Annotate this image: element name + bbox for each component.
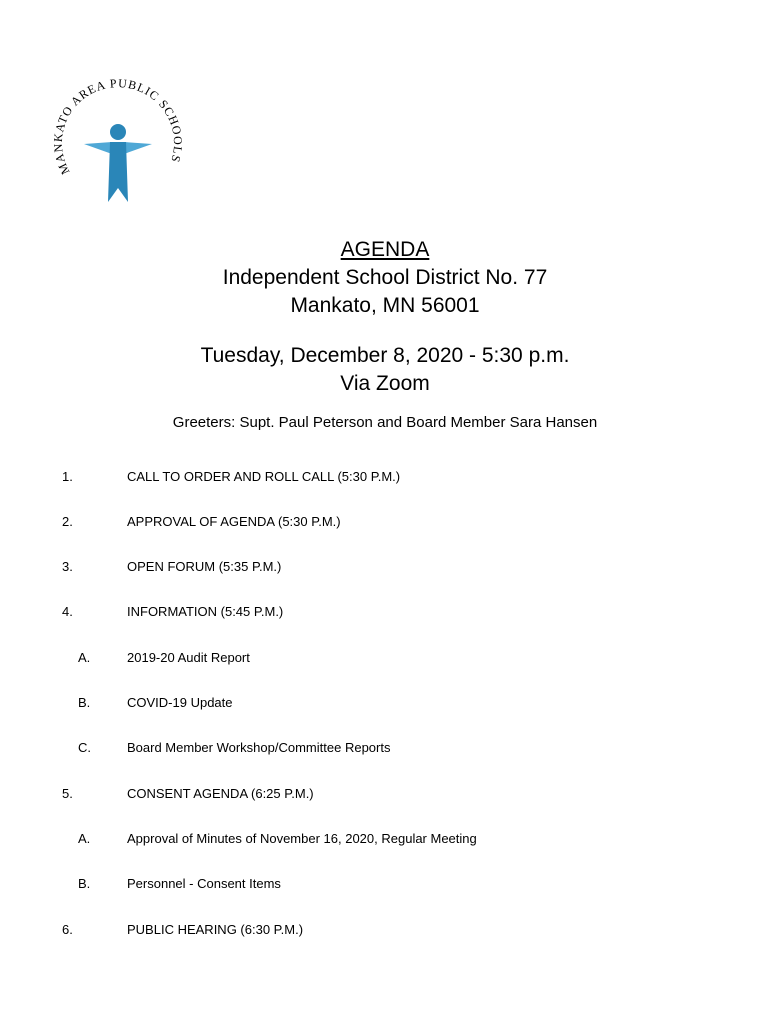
subitem-letter: A. xyxy=(78,831,91,846)
item-number: 3. xyxy=(62,559,73,574)
logo-head xyxy=(110,124,126,140)
district-name: Independent School District No. 77 xyxy=(222,266,548,289)
subitem-text: Approval of Minutes of November 16, 2020, Regular Meeting xyxy=(127,831,477,846)
item-text: OPEN FORUM (5:35 P.M.) xyxy=(127,559,282,574)
district-city: Mankato, MN 56001 xyxy=(290,294,480,317)
item-text: PUBLIC HEARING (6:30 P.M.) xyxy=(127,922,304,937)
item-text: INFORMATION (5:45 P.M.) xyxy=(127,604,284,619)
logo-right-arm xyxy=(124,142,152,154)
subitem-letter: B. xyxy=(78,876,91,891)
meeting-location: Via Zoom xyxy=(340,372,430,395)
meeting-date: Tuesday, December 8, 2020 - 5:30 p.m. xyxy=(200,344,570,367)
item-text: CALL TO ORDER AND ROLL CALL (5:30 P.M.) xyxy=(127,469,401,484)
subitem-text: Personnel - Consent Items xyxy=(127,876,281,891)
logo-left-arm xyxy=(84,142,112,154)
subitem-letter: B. xyxy=(78,695,91,710)
item-text: CONSENT AGENDA (6:25 P.M.) xyxy=(127,786,314,801)
subitem-text: COVID-19 Update xyxy=(127,695,233,710)
item-number: 4. xyxy=(62,604,73,619)
subitem-text: 2019-20 Audit Report xyxy=(127,650,250,665)
agenda-title-block xyxy=(0,236,770,320)
meeting-info xyxy=(0,342,770,398)
logo-arc-text: MANKATO AREA PUBLIC SCHOOLS xyxy=(50,75,186,177)
school-logo xyxy=(48,62,188,212)
logo-body xyxy=(108,142,128,202)
subitem-letter: A. xyxy=(78,650,91,665)
item-number: 2. xyxy=(62,514,73,529)
greeters-line: Greeters: Supt. Paul Peterson and Board Member Sara Hansen xyxy=(172,414,598,431)
item-number: 1. xyxy=(62,469,73,484)
subitem-letter: C. xyxy=(78,740,91,755)
subitem-text: Board Member Workshop/Committee Reports xyxy=(127,740,391,755)
item-text: APPROVAL OF AGENDA (5:30 P.M.) xyxy=(127,514,341,529)
agenda-heading: AGENDA xyxy=(340,238,430,261)
item-number: 5. xyxy=(62,786,73,801)
item-number: 6. xyxy=(62,922,73,937)
